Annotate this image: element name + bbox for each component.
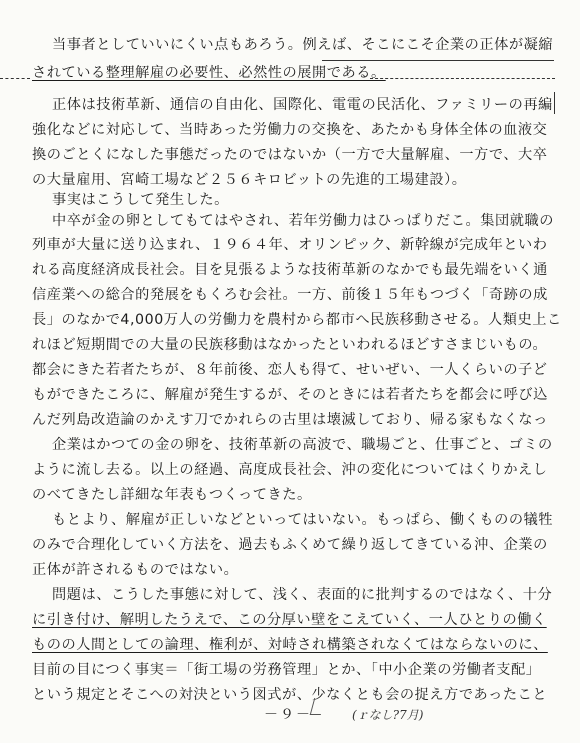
text-line: 正体が許されるものではない。 bbox=[32, 562, 239, 578]
text-line: ように流し去る。以上の経過、高度成長社会、沖の変化についてはくりかえし bbox=[32, 462, 548, 478]
underlined-text: されている整理解雇の必要性、必然性の展開である。 bbox=[32, 65, 386, 81]
text-line: 正体は技術革新、通信の自由化、国際化、電電の民活化、ファミリーの再編 bbox=[52, 97, 553, 113]
text-line: 信産業への総合的発展をもくろむ会社。一方、前後１５年もつづく「奇跡の成 bbox=[32, 287, 548, 303]
text-line bbox=[32, 636, 548, 654]
dashed-annotation-line bbox=[0, 78, 30, 79]
text-line: の大量雇用、宮崎工場など２５６キロビットの先進的工場建設）。 bbox=[32, 172, 467, 188]
text-line: 長」のなかで4,000万人の労働力を農村から都市へ民族移動させる。人類史上こ bbox=[32, 312, 562, 328]
text-line: 都会にきた若者たちが、８年前後、恋人も得て、せいぜい、一人くらいの子ど bbox=[32, 362, 548, 378]
margin-bracket-mark bbox=[554, 92, 555, 114]
text-line: 事実はこうして発生した。 bbox=[52, 192, 229, 208]
text-line: れほど短期間での大量の民族移動はなかったといわれるほどすさまじいもの。 bbox=[32, 337, 548, 353]
text-line: もとより、解雇が正しいなどといってはいない。もっぱら、働くものの犠牲 bbox=[52, 512, 554, 528]
underlined-text: ものの人間としての論理、権利が、対峙され構築されなくてはならないのに、 bbox=[32, 637, 548, 653]
text-line: んだ列島改造論のかえす刀でかれらの古里は壊滅しており、帰る家もなくなっ bbox=[32, 412, 548, 428]
text-line: もができたころに、解雇が発生するが、そのときには若者たちを都会に呼び込 bbox=[32, 387, 548, 403]
handwritten-note: (ｒなし?7月) bbox=[352, 708, 424, 722]
text-line: 列車が大量に送り込まれ、１９６４年、オリンピック、新幹線が完成年といわ bbox=[32, 237, 548, 253]
text-line: 強化などに対応して、当時あった労働力の交換を、あたかも身体全体の血液交 bbox=[32, 122, 548, 138]
page-number: －９－ bbox=[264, 707, 312, 723]
hand-underline bbox=[322, 60, 554, 61]
text-line: 問題は、こうした事態に対して、浅く、表面的に批判するのではなく、十分 bbox=[52, 587, 553, 603]
text-line: 換のごとくになした事態だったのではないか（一方で大量解雇、一方で、大卒 bbox=[32, 147, 548, 163]
underlined-text: に引き付け、解明したうえで、この分厚い壁をこえていく、一人ひとりの働く bbox=[32, 612, 547, 628]
text-line: 企業はかつての金の卵を、技術革新の高波で、職場ごと、仕事ごと、ゴミの bbox=[52, 437, 553, 453]
text-line bbox=[32, 611, 547, 629]
text-line: 目前の目につく事実＝「街工場の労務管理」とか、「中小企業の労働者支配」 bbox=[32, 662, 541, 678]
text-line: 中卒が金の卵としてもてはやされ、若年労働力はひっぱりだこ。集団就職の bbox=[52, 213, 554, 229]
text-line: 当事者としていいにくい点もあろう。例えば、そこにこそ企業の正体が凝縮 bbox=[52, 37, 554, 53]
text-line: という規定とそこへの対決という図式が、少なくとも会の捉え方であったこと bbox=[32, 687, 548, 703]
text-line: れる高度経済成長社会。目を見張るような技術革新のなかでも最先端をいく通 bbox=[32, 262, 548, 278]
text-line: のみで合理化していく方法を、過去もふくめて繰り返してきている沖、企業の bbox=[32, 537, 548, 553]
text-line bbox=[32, 64, 386, 82]
text-line: のべてきたし詳細な年表もつくってきた。 bbox=[32, 487, 312, 503]
dashed-annotation-line bbox=[370, 78, 555, 79]
